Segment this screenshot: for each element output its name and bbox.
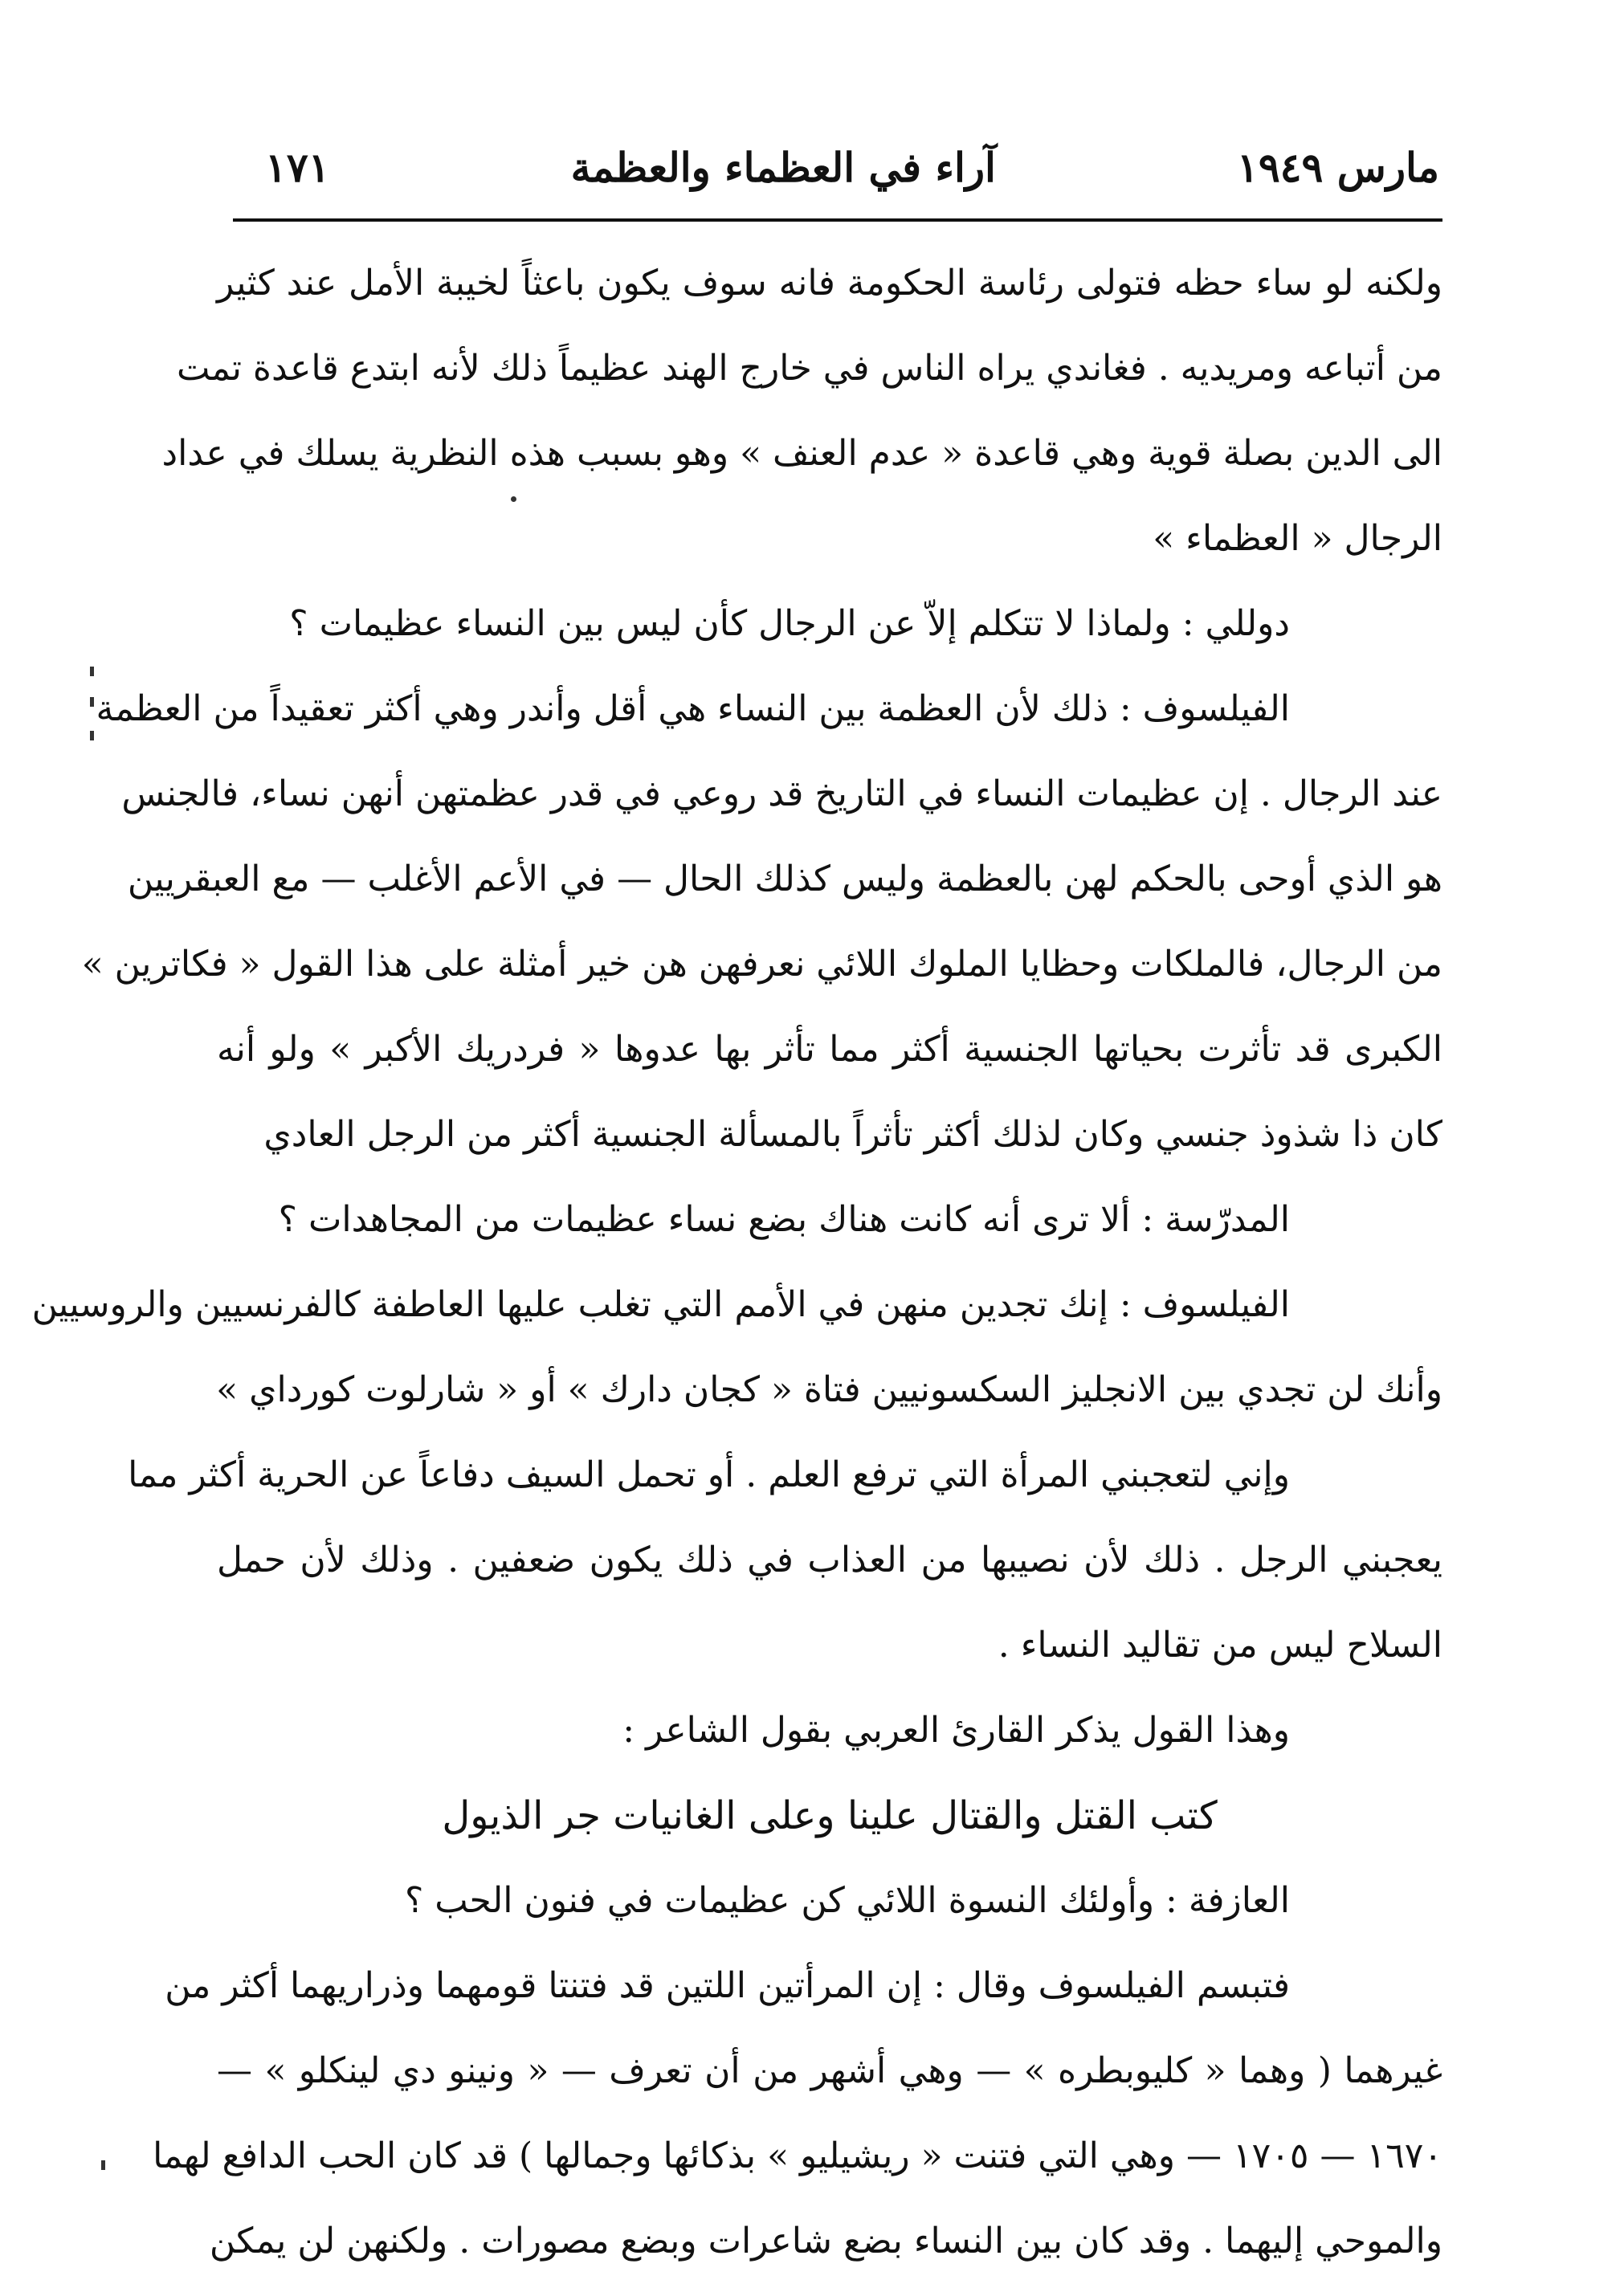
dialogue-line: العازفة : وأولئك النسوة اللائي كن عظيمات في فنون الحب ؟ bbox=[404, 1880, 1290, 1921]
margin-mark bbox=[90, 697, 94, 707]
text-line: والموحي إليهما . وقد كان بين النساء بضع شاعرات وبضع مصورات . ولكنهن لن يمكن bbox=[209, 2221, 1442, 2262]
running-head bbox=[265, 135, 1439, 199]
text-line: وإني لتعجبني المرأة التي ترفع العلم . أو تحمل السيف دفاعاً عن الحرية أكثر مما bbox=[128, 1454, 1290, 1495]
text-line: عند الرجال . إن عظيمات النساء في التاريخ قد روعي في قدر عظمتهن أنهن نساء، فالجنس bbox=[121, 773, 1442, 814]
stray-dot bbox=[511, 496, 516, 502]
body-text bbox=[31, 241, 1442, 2284]
header-rule bbox=[233, 218, 1442, 222]
text-line: الرجال « العظماء » bbox=[1153, 518, 1442, 559]
poem-verse: كتب القتل والقتال علينا وعلى الغانيات جر الذيول bbox=[442, 1793, 1218, 1838]
dialogue-line: الفيلسوف : ذلك لأن العظمة بين النساء هي أقل وأندر وهي أكثر تعقيداً من العظمة bbox=[96, 688, 1290, 729]
margin-mark bbox=[90, 731, 94, 740]
margin-mark bbox=[90, 667, 94, 676]
text-line: من الرجال، فالملكات وحظايا الملوك اللائي نعرفهن هن خير أمثلة على هذا القول « فكاترين » bbox=[81, 944, 1442, 985]
text-line: ولكنه لو ساء حظه فتولى رئاسة الحكومة فانه سوف يكون باعثاً لخيبة الأمل عند كثير bbox=[217, 263, 1442, 304]
dialogue-line: الفيلسوف : إنك تجدين منهن في الأمم التي تغلب عليها العاطفة كالفرنسيين والروسيين bbox=[31, 1284, 1290, 1325]
text-line: هو الذي أوحى بالحكم لهن بالعظمة وليس كذلك الحال — في الأعم الأغلب — مع العبقريين bbox=[127, 859, 1442, 899]
header-title: آراء في العظماء والعظمة bbox=[570, 143, 996, 191]
dialogue-line: دوللي : ولماذا لا تتكلم إلاّ عن الرجال كأن ليس بين النساء عظيمات ؟ bbox=[289, 603, 1290, 644]
text-line: غيرهما ( وهما « كليوبطره » — وهي أشهر من أن تعرف — « ونينو دي لينكلو » — bbox=[217, 2050, 1442, 2091]
text-line: الكبرى قد تأثرت بحياتها الجنسية أكثر مما تأثر بها عدوها « فردريك الأكبر » ولو أنه bbox=[217, 1029, 1442, 1070]
text-line: كان ذا شذوذ جنسي وكان لذلك أكثر تأثراً بالمسألة الجنسية أكثر من الرجل العادي bbox=[263, 1114, 1442, 1155]
text-line: يعجبني الرجل . ذلك لأن نصيبها من العذاب في ذلك يكون ضعفين . وذلك لأن حمل bbox=[217, 1540, 1442, 1580]
text-line: وهذا القول يذكر القارئ العربي بقول الشاعر : bbox=[622, 1710, 1290, 1751]
text-line: السلاح ليس من تقاليد النساء . bbox=[998, 1625, 1442, 1666]
dialogue-line: المدرّسة : ألا ترى أنه كانت هناك بضع نساء عظيمات من المجاهدات ؟ bbox=[278, 1199, 1290, 1240]
page-number: ١٧١ bbox=[265, 143, 330, 191]
text-line: فتبسم الفيلسوف وقال : إن المرأتين اللتين قد فتنتا قومهما وذراريهما أكثر من bbox=[165, 1965, 1290, 2006]
text-line: من أتباعه ومريديه . فغاندي يراه الناس في خارج الهند عظيماً ذلك لأنه ابتدع قاعدة تمت bbox=[177, 348, 1442, 389]
margin-mark bbox=[101, 2160, 105, 2170]
text-line: ١٦٧٠ — ١٧٠٥ — وهي التي فتنت « ريشيليو » بذكائها وجمالها ) قد كان الحب الدافع لهما bbox=[153, 2135, 1442, 2176]
text-line: وأنك لن تجدي بين الانجليز السكسونيين فتاة « كجان دارك » أو « شارلوت كورداي » bbox=[216, 1369, 1442, 1410]
header-date: مارس ١٩٤٩ bbox=[1236, 143, 1439, 191]
text-line: الى الدين بصلة قوية وهي قاعدة « عدم العنف » وهو بسبب هذه النظرية يسلك في عداد bbox=[161, 433, 1442, 474]
